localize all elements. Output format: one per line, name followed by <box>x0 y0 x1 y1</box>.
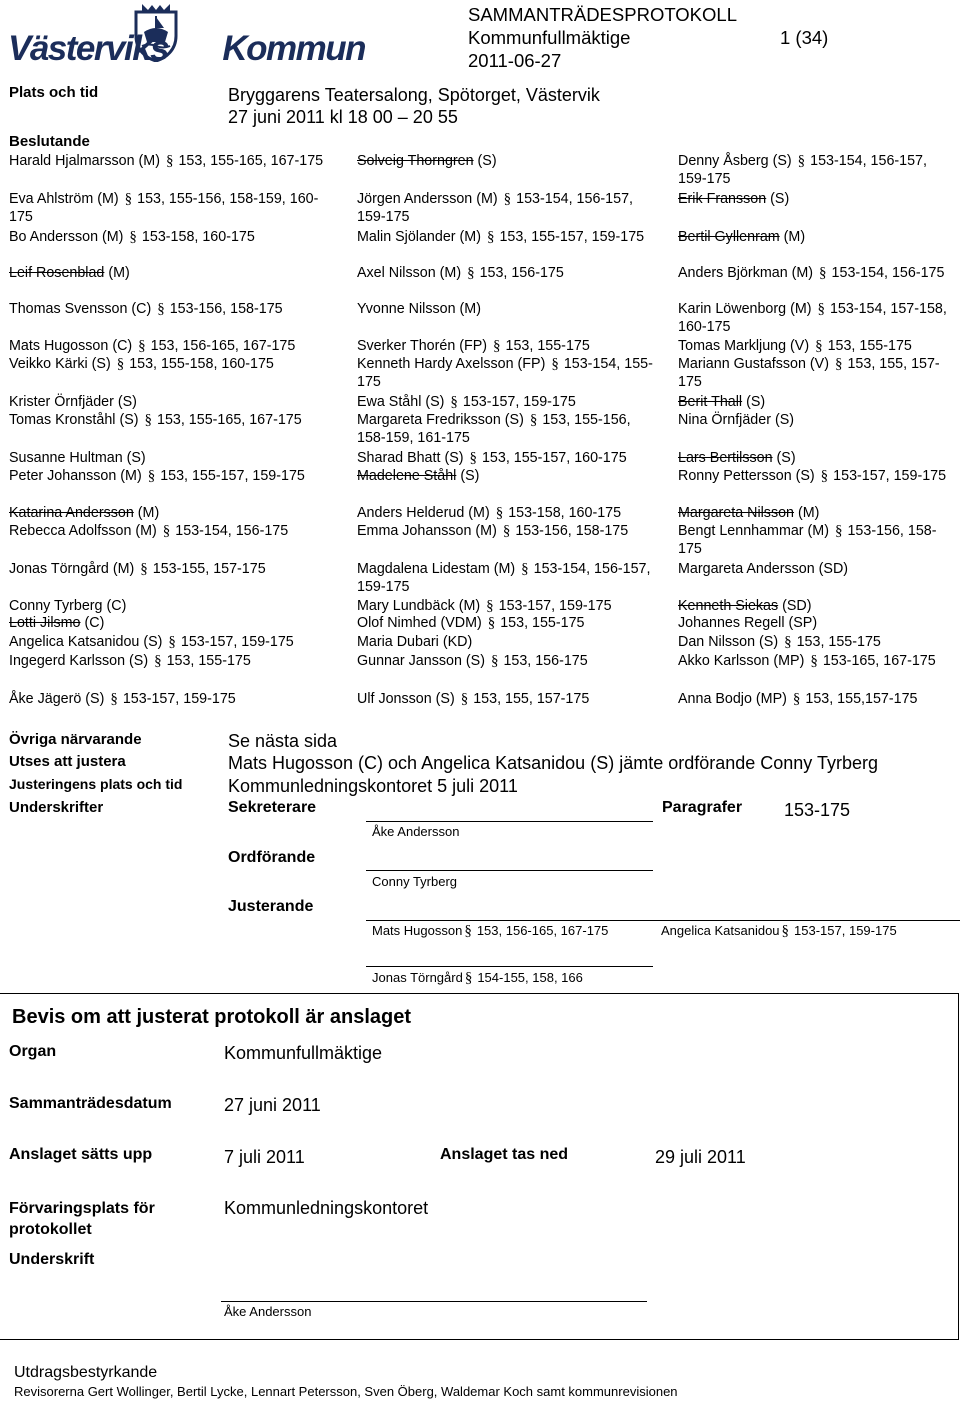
section-mark: § <box>490 653 499 669</box>
adjuster-line <box>366 920 960 921</box>
member-paragraphs: 153, 155-157, 160-175 <box>481 450 627 466</box>
member-party: (C) <box>127 301 152 317</box>
member-party: (M) <box>455 301 481 317</box>
section-mark: § <box>493 338 501 354</box>
section-mark: § <box>815 338 823 354</box>
verify-value: Mats Hugosson (C) och Angelica Katsanidou (S) jämte ordförande Conny Tyrberg <box>228 753 879 773</box>
member-name: Angelica Katsanidou <box>9 634 140 650</box>
member-paragraphs: 153, 155, 157-175 <box>678 356 940 391</box>
member-entry <box>678 614 953 632</box>
section-mark: § <box>495 505 504 521</box>
member-paragraphs: 153, 155-175 <box>500 615 585 631</box>
member-party: (S) <box>755 634 779 650</box>
section-mark: § <box>792 691 801 707</box>
member-name: Susanne Hultman <box>9 450 123 466</box>
member-paragraphs: 153, 156-175 <box>479 265 564 281</box>
member-party: (M) <box>108 561 135 577</box>
member-paragraphs: 153, 155-175 <box>796 634 881 650</box>
member-party: (S) <box>461 653 485 669</box>
member-entry <box>678 152 953 189</box>
member-party: (M) <box>435 265 462 281</box>
member-paragraphs: 153, 155-175 <box>827 338 912 354</box>
member-paragraphs: 153-154, 156-175 <box>175 523 289 539</box>
section-mark: § <box>157 301 165 317</box>
verify-label: Utses att justera <box>9 753 126 770</box>
member-party: (M) <box>98 229 124 245</box>
meeting-date-value: 27 juni 2011 <box>224 1095 321 1115</box>
member-entry <box>357 633 662 651</box>
member-name: Dan Nilsson <box>678 634 756 650</box>
member-name: Ewa Ståhl <box>357 394 422 410</box>
member-party: (S) <box>473 153 497 169</box>
member-entry <box>9 690 339 708</box>
member-paragraphs: 153, 155-175 <box>505 338 590 354</box>
member-party: (FP) <box>455 338 488 354</box>
certificate-box <box>0 993 959 1340</box>
member-paragraphs: 153, 155-156, 158-159, 160-175 <box>9 191 319 226</box>
member-name: Denny Åsberg <box>678 153 769 169</box>
member-entry <box>9 504 339 522</box>
member-entry <box>678 504 953 522</box>
member-name: Rebecca Adolfsson <box>9 523 132 539</box>
member-name: Conny Tyrberg <box>9 598 103 614</box>
member-party: (M) <box>134 153 160 169</box>
extract-label: Utdragsbestyrkande <box>14 1364 158 1381</box>
member-paragraphs: 153-156, 158-175 <box>169 301 283 317</box>
section-mark: § <box>486 598 494 614</box>
member-party: (S) <box>742 394 766 410</box>
member-name: Maria Dubari <box>357 634 439 650</box>
member-name: Veikko Kärki <box>9 356 88 372</box>
member-paragraphs: 153, 156-165, 167-175 <box>150 338 296 354</box>
section-mark: § <box>168 634 176 650</box>
member-party: (S) <box>440 450 464 466</box>
verify-place-value: Kommunledningskontoret 5 juli 2011 <box>228 776 518 796</box>
secretary-line <box>366 821 653 822</box>
section-mark: § <box>467 265 475 281</box>
member-entry <box>678 300 953 337</box>
removed-value: 29 juli 2011 <box>655 1147 746 1167</box>
member-entry <box>357 152 662 170</box>
section-mark: § <box>469 450 477 466</box>
member-party: (M) <box>93 191 119 207</box>
member-entry <box>9 597 339 615</box>
member-name: Lotti Jilsmo <box>9 615 81 631</box>
member-party: (M) <box>471 523 497 539</box>
section-mark: § <box>162 523 171 539</box>
member-entry <box>357 228 662 246</box>
member-name: Margareta Andersson <box>678 561 815 577</box>
member-name: Karin Löwenborg <box>678 301 787 317</box>
member-paragraphs: 153-156, 158-175 <box>515 523 629 539</box>
member-entry <box>357 504 662 522</box>
member-name: Jörgen Andersson <box>357 191 473 207</box>
logo-text: Västerviks Kommun <box>8 29 366 68</box>
member-name: Tomas Kronståhl <box>9 412 116 428</box>
member-name: Kenneth Hardy Axelsson <box>357 356 514 372</box>
member-entry <box>678 355 953 392</box>
member-party: (MP) <box>751 691 787 707</box>
section-mark: § <box>110 691 118 707</box>
member-party: (V) <box>786 338 810 354</box>
member-entry <box>9 355 339 373</box>
member-entry <box>357 560 662 597</box>
member-name: Jonas Törngård <box>9 561 109 577</box>
member-entry <box>357 337 662 355</box>
section-mark: § <box>165 153 174 169</box>
member-entry <box>678 560 953 578</box>
member-party: (FP) <box>513 356 546 372</box>
section-mark: § <box>521 561 529 577</box>
member-entry <box>9 522 339 540</box>
section-mark: § <box>784 634 792 650</box>
member-paragraphs: 153-154, 157-158, 160-175 <box>678 301 947 336</box>
member-paragraphs: 153, 155-158, 160-175 <box>129 356 274 372</box>
member-name: Anna Bodjo <box>678 691 752 707</box>
member-entry <box>678 228 953 246</box>
member-paragraphs: 153-157, 159-175 <box>122 691 236 707</box>
member-party: (M) <box>464 505 490 521</box>
member-name: Johannes Regell <box>678 615 785 631</box>
member-party: (M) <box>104 265 130 281</box>
member-entry <box>678 264 953 282</box>
member-entry <box>357 190 662 227</box>
member-name: Berit Thall <box>678 394 743 410</box>
member-name: Magdalena Lidestam <box>357 561 490 577</box>
section-mark: § <box>797 153 806 169</box>
member-party: (MP) <box>769 653 805 669</box>
member-party: (S) <box>122 450 146 466</box>
member-paragraphs: 153-157, 159-175 <box>180 634 294 650</box>
member-name: Bertil Gyllenram <box>678 229 780 245</box>
verify-place-label: Justeringens plats och tid <box>9 776 183 792</box>
member-name: Leif Rosenblad <box>9 265 105 281</box>
section-mark: § <box>140 561 148 577</box>
member-entry <box>9 633 339 651</box>
section-mark: § <box>138 338 146 354</box>
section-mark: § <box>116 356 125 372</box>
member-entry <box>357 652 662 670</box>
member-paragraphs: 153-157, 159-175 <box>498 598 612 614</box>
place-label: Plats och tid <box>9 84 99 101</box>
member-entry <box>9 337 339 355</box>
member-name: Gunnar Jansson <box>357 653 462 669</box>
doc-body: Kommunfullmäktige <box>468 27 631 48</box>
member-entry <box>357 597 662 615</box>
member-name: Bengt Lennhammar <box>678 523 804 539</box>
member-name: Thomas Svensson <box>9 301 128 317</box>
member-party: (S) <box>772 450 796 466</box>
member-party: (KD) <box>438 634 473 650</box>
section-mark: § <box>486 229 495 245</box>
member-party: (S) <box>115 412 139 428</box>
section-mark: § <box>810 653 818 669</box>
member-party: (S) <box>456 468 480 484</box>
member-party: (M) <box>803 523 829 539</box>
member-entry <box>678 467 953 485</box>
member-party: (S) <box>113 394 137 410</box>
member-paragraphs: 153-154, 156-157, 159-175 <box>678 153 927 188</box>
chair-line <box>366 870 653 871</box>
section-mark: § <box>124 191 133 207</box>
member-paragraphs: 153-155, 157-175 <box>152 561 266 577</box>
storage-value: Kommunledningskontoret <box>224 1198 429 1218</box>
member-party: (S) <box>770 412 795 428</box>
member-name: Yvonne Nilsson <box>357 301 456 317</box>
secretary-label: Sekreterare <box>228 799 317 816</box>
member-entry <box>357 522 662 540</box>
section-mark: § <box>147 468 156 484</box>
section-mark: § <box>817 301 825 317</box>
member-entry <box>9 190 339 227</box>
member-name: Harald Hjalmarsson <box>9 153 135 169</box>
member-name: Mary Lundbäck <box>357 598 455 614</box>
member-paragraphs: 153-158, 160-175 <box>141 229 255 245</box>
member-paragraphs: 153-158, 160-175 <box>508 505 622 521</box>
member-name: Akko Karlsson <box>678 653 770 669</box>
member-party: (M) <box>131 523 157 539</box>
member-name: Mariann Gustafsson <box>678 356 806 372</box>
chair-name: Conny Tyrberg <box>372 874 458 889</box>
member-paragraphs: 153, 155-175 <box>166 653 251 669</box>
meeting-time: 27 juni 2011 kl 18 00 – 20 55 <box>228 107 458 127</box>
member-name: Sharad Bhatt <box>357 450 441 466</box>
secretary-name: Åke Andersson <box>372 824 460 839</box>
section-mark: § <box>129 229 137 245</box>
section-mark: § <box>460 691 469 707</box>
signature-label: Underskrift <box>9 1251 95 1268</box>
posted-value: 7 juli 2011 <box>224 1147 305 1167</box>
member-entry <box>357 355 662 392</box>
member-paragraphs: 153-157, 159-175 <box>833 468 947 484</box>
member-paragraphs: 153, 155-165, 167-175 <box>157 412 302 428</box>
member-name: Olof Nimhed <box>357 615 437 631</box>
member-name: Eva Ahlström <box>9 191 94 207</box>
member-entry <box>678 449 953 467</box>
member-entry <box>678 652 953 670</box>
member-name: Bo Andersson <box>9 229 99 245</box>
member-name: Mats Hugosson <box>9 338 109 354</box>
adjuster-3: Jonas Törngård § 154-155, 158, 166 <box>372 970 583 986</box>
meeting-place: Bryggarens Teatersalong, Spötorget, Västervik <box>228 85 600 105</box>
present-label: Övriga närvarande <box>9 731 142 748</box>
section-mark: § <box>819 265 827 281</box>
member-party: (S) <box>766 191 790 207</box>
signature-name: Åke Andersson <box>224 1304 312 1319</box>
adjuster-2: Angelica Katsanidou § 153-157, 159-175 <box>661 923 897 939</box>
section-mark: § <box>820 468 829 484</box>
doc-title: SAMMANTRÄDESPROTOKOLL <box>468 4 737 25</box>
section-mark: § <box>502 523 511 539</box>
member-name: Anders Helderud <box>357 505 465 521</box>
member-party: (S) <box>81 691 105 707</box>
member-party: (M) <box>133 505 160 521</box>
member-name: Nina Örnfjäder <box>678 412 771 428</box>
member-entry <box>357 467 662 485</box>
organ-label: Organ <box>9 1043 57 1060</box>
member-entry <box>9 652 339 670</box>
member-name: Åke Jägerö <box>9 691 82 707</box>
member-party: (S) <box>139 634 163 650</box>
member-paragraphs: 153, 155,157-175 <box>805 691 918 707</box>
member-party: (S) <box>431 691 455 707</box>
member-party: (M) <box>472 191 498 207</box>
member-paragraphs: 153-156, 158-175 <box>678 523 937 558</box>
member-party: (SD) <box>814 561 849 577</box>
member-name: Kenneth Siekas <box>678 598 779 614</box>
signatures-label: Underskrifter <box>9 799 104 816</box>
member-name: Peter Johansson <box>9 468 117 484</box>
member-entry <box>678 190 953 208</box>
chair-label: Ordförande <box>228 849 316 866</box>
member-party: (S) <box>87 356 111 372</box>
section-mark: § <box>529 412 538 428</box>
member-entry <box>9 467 339 485</box>
member-entry <box>9 393 339 411</box>
member-entry <box>678 411 953 429</box>
member-name: Solveig Thorngren <box>357 153 474 169</box>
member-paragraphs: 153, 155-157, 159-175 <box>499 229 645 245</box>
removed-label: Anslaget tas ned <box>440 1146 569 1163</box>
member-name: Madelene Ståhl <box>357 468 457 484</box>
member-party: (VDM) <box>436 615 482 631</box>
member-name: Margareta Nilsson <box>678 505 795 521</box>
member-name: Tomas Markljung <box>678 338 787 354</box>
member-party: (C) <box>102 598 127 614</box>
member-entry <box>678 393 953 411</box>
adjuster-1: Mats Hugosson § 153, 156-165, 167-175 <box>372 923 609 939</box>
member-paragraphs: 153-154, 156-157, 159-175 <box>357 561 651 596</box>
member-name: Anders Björkman <box>678 265 788 281</box>
member-name: Lars Bertilsson <box>678 450 773 466</box>
doc-date: 2011-06-27 <box>468 50 562 71</box>
logo <box>8 2 366 68</box>
member-name: Ingegerd Karlsson <box>9 653 126 669</box>
adjuster-label: Justerande <box>228 898 314 915</box>
member-entry <box>9 449 339 467</box>
member-paragraphs: 153, 155, 157-175 <box>473 691 590 707</box>
member-entry <box>678 597 953 615</box>
member-paragraphs: 153-157, 159-175 <box>462 394 576 410</box>
member-name: Erik Fransson <box>678 191 767 207</box>
meeting-date-label: Sammanträdesdatum <box>9 1095 172 1112</box>
deciding-label: Beslutande <box>9 133 90 150</box>
member-entry <box>9 264 339 282</box>
paragraphs-value: 153-175 <box>784 800 851 820</box>
certificate-title: Bevis om att justerat protokoll är anslaget <box>12 1006 411 1028</box>
adjuster-3-line <box>366 966 653 967</box>
section-mark: § <box>503 191 512 207</box>
member-name: Axel Nilsson <box>357 265 436 281</box>
section-mark: § <box>551 356 559 372</box>
member-paragraphs: 153-154, 156-157, 159-175 <box>357 191 633 226</box>
member-entry <box>678 633 953 651</box>
member-paragraphs: 153-165, 167-175 <box>822 653 936 669</box>
member-paragraphs: 153, 155-157, 159-175 <box>160 468 305 484</box>
member-party: (C) <box>80 615 105 631</box>
member-party: (M) <box>455 229 481 245</box>
member-party: (S) <box>768 153 792 169</box>
paragraphs-label: Paragrafer <box>662 799 743 816</box>
section-mark: § <box>154 653 162 669</box>
member-name: Krister Örnfjäder <box>9 394 114 410</box>
member-party: (V) <box>805 356 829 372</box>
member-entry <box>357 411 662 448</box>
member-entry <box>9 560 339 578</box>
section-mark: § <box>450 394 458 410</box>
organ-value: Kommunfullmäktige <box>224 1043 383 1063</box>
member-entry <box>9 614 339 632</box>
page-number: 1 (34) <box>780 27 829 48</box>
member-name: Katarina Andersson <box>9 505 134 521</box>
member-entry <box>357 449 662 467</box>
member-entry <box>9 411 339 429</box>
member-paragraphs: 153-154, 155-175 <box>357 356 653 391</box>
member-paragraphs: 153, 156-175 <box>503 653 588 669</box>
member-entry <box>9 228 339 246</box>
member-name: Sverker Thorén <box>357 338 456 354</box>
member-entry <box>357 300 662 318</box>
member-party: (S) <box>500 412 524 428</box>
section-mark: § <box>834 523 843 539</box>
member-entry <box>357 393 662 411</box>
member-entry <box>357 690 662 708</box>
member-paragraphs: 153, 155-156, 158-159, 161-175 <box>357 412 631 447</box>
posted-label: Anslaget sätts upp <box>9 1146 153 1163</box>
member-party: (SD) <box>778 598 812 614</box>
section-mark: § <box>144 412 152 428</box>
member-party: (S) <box>421 394 445 410</box>
member-party: (M) <box>116 468 142 484</box>
member-party: (M) <box>779 229 806 245</box>
member-entry <box>678 690 953 708</box>
member-party: (S) <box>125 653 149 669</box>
member-paragraphs: 153-154, 156-175 <box>831 265 945 281</box>
present-value: Se nästa sida <box>228 731 338 751</box>
member-entry <box>357 264 662 282</box>
storage-label: Förvaringsplats för protokollet <box>9 1200 155 1238</box>
member-party: (M) <box>454 598 481 614</box>
member-party: (M) <box>794 505 820 521</box>
member-name: Margareta Fredriksson <box>357 412 501 428</box>
member-name: Emma Johansson <box>357 523 472 539</box>
member-party: (SP) <box>784 615 818 631</box>
auditors: Revisorerna Gert Wollinger, Bertil Lycke, Lennart Petersson, Sven Öberg, Waldemar Koch samt kommunrevisionen <box>14 1384 678 1399</box>
member-entry <box>9 300 339 318</box>
member-name: Ulf Jonsson <box>357 691 432 707</box>
member-entry <box>9 152 339 170</box>
section-mark: § <box>834 356 843 372</box>
signature-line <box>221 1301 647 1302</box>
member-entry <box>678 522 953 559</box>
member-party: (S) <box>791 468 815 484</box>
member-party: (M) <box>786 301 812 317</box>
member-party: (C) <box>108 338 133 354</box>
member-name: Ronny Pettersson <box>678 468 792 484</box>
section-mark: § <box>487 615 496 631</box>
member-entry <box>678 337 953 355</box>
member-name: Malin Sjölander <box>357 229 456 245</box>
member-party: (M) <box>787 265 814 281</box>
member-party: (M) <box>489 561 516 577</box>
member-entry <box>357 614 662 632</box>
member-paragraphs: 153, 155-165, 167-175 <box>178 153 324 169</box>
